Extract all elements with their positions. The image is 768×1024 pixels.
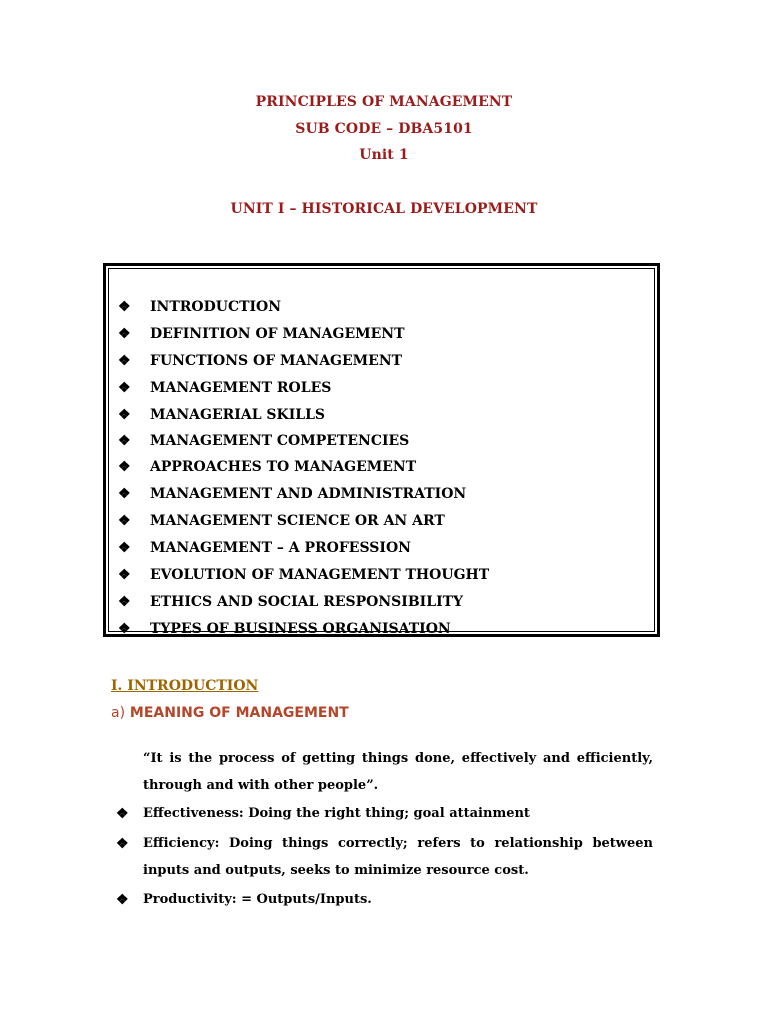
contents-item-label: FUNCTIONS OF MANAGEMENT xyxy=(150,353,403,369)
diamond-bullet-icon: ❖ xyxy=(118,433,131,449)
point-efficiency: Efficiency: Doing things correctly; refers to relationship between inputs and outputs, seeks to minimize resource cost. xyxy=(143,836,653,878)
diamond-bullet-icon: ❖ xyxy=(118,513,131,529)
contents-item xyxy=(106,540,646,560)
contents-item xyxy=(106,594,646,614)
contents-item xyxy=(106,459,646,479)
point-productivity: Productivity: = Outputs/Inputs. xyxy=(143,892,372,907)
contents-item-label: APPROACHES TO MANAGEMENT xyxy=(150,459,417,475)
contents-item xyxy=(106,621,646,641)
diamond-bullet-icon: ❖ xyxy=(118,459,131,475)
diamond-bullet-icon: ❖ xyxy=(118,353,131,369)
contents-item xyxy=(106,299,646,319)
contents-item xyxy=(106,353,646,373)
unit-title: UNIT I – HISTORICAL DEVELOPMENT xyxy=(230,201,538,217)
contents-item-label: TYPES OF BUSINESS ORGANISATION xyxy=(150,621,451,637)
contents-item-label: ETHICS AND SOCIAL RESPONSIBILITY xyxy=(150,594,464,610)
subject-code: SUB CODE – DBA5101 xyxy=(295,121,473,137)
subsection-letter: a) xyxy=(111,705,126,721)
contents-item xyxy=(106,486,646,506)
contents-item-label: DEFINITION OF MANAGEMENT xyxy=(150,326,405,342)
diamond-bullet-icon: ❖ xyxy=(118,594,131,610)
unit-number: Unit 1 xyxy=(359,147,409,163)
contents-item-label: INTRODUCTION xyxy=(150,299,282,315)
contents-item-label: MANAGERIAL SKILLS xyxy=(150,407,326,423)
contents-item xyxy=(106,380,646,400)
contents-item xyxy=(106,567,646,587)
diamond-bullet-icon: ❖ xyxy=(118,486,131,502)
contents-item xyxy=(106,513,646,533)
contents-item xyxy=(106,326,646,346)
contents-item-label: MANAGEMENT SCIENCE OR AN ART xyxy=(150,513,445,529)
course-title: PRINCIPLES OF MANAGEMENT xyxy=(255,94,513,110)
subsection-title: MEANING OF MANAGEMENT xyxy=(129,705,349,721)
contents-item-label: EVOLUTION OF MANAGEMENT THOUGHT xyxy=(150,567,490,583)
diamond-bullet-icon: ❖ xyxy=(116,892,129,908)
diamond-bullet-icon: ❖ xyxy=(118,299,131,315)
contents-item-label: MANAGEMENT AND ADMINISTRATION xyxy=(150,486,467,502)
section-heading: I. INTRODUCTION xyxy=(111,678,259,694)
contents-item xyxy=(106,433,646,453)
contents-item-label: MANAGEMENT – A PROFESSION xyxy=(150,540,411,556)
diamond-bullet-icon: ❖ xyxy=(118,326,131,342)
diamond-bullet-icon: ❖ xyxy=(118,567,131,583)
contents-box xyxy=(103,263,660,637)
contents-item-label: MANAGEMENT ROLES xyxy=(150,380,332,396)
diamond-bullet-icon: ❖ xyxy=(118,407,131,423)
subsection-heading xyxy=(111,705,349,721)
diamond-bullet-icon: ❖ xyxy=(116,806,129,822)
contents-item xyxy=(106,407,646,427)
contents-item-label: MANAGEMENT COMPETENCIES xyxy=(150,433,410,449)
definition-quote: “It is the process of getting things done, effectively and efficiently, through and with other people”. xyxy=(143,751,653,793)
point-effectiveness: Effectiveness: Doing the right thing; goal attainment xyxy=(143,806,530,821)
diamond-bullet-icon: ❖ xyxy=(118,621,131,637)
diamond-bullet-icon: ❖ xyxy=(118,540,131,556)
diamond-bullet-icon: ❖ xyxy=(116,836,129,852)
diamond-bullet-icon: ❖ xyxy=(118,380,131,396)
